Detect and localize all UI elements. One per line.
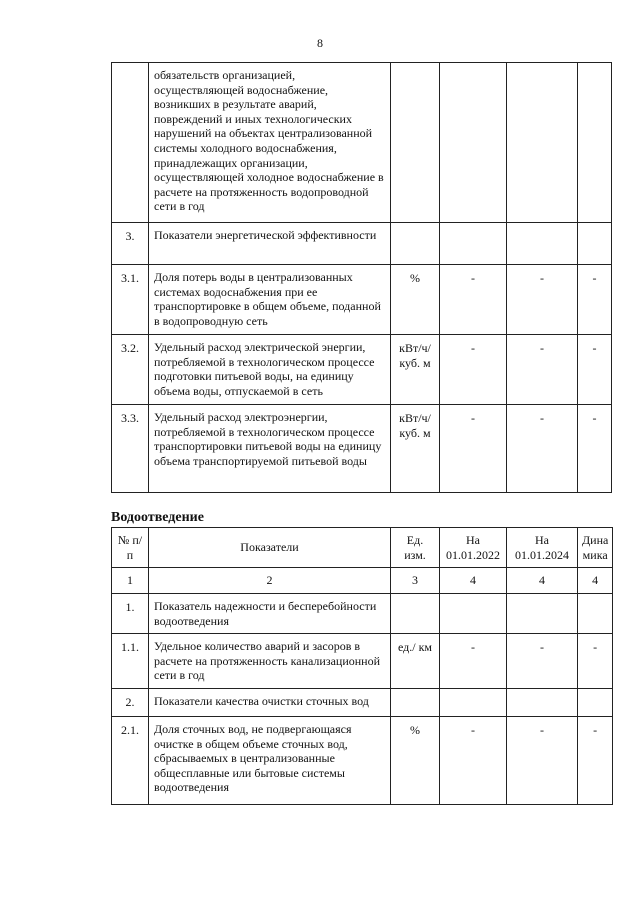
value-2024 bbox=[507, 223, 578, 265]
value-dynamics bbox=[578, 594, 613, 634]
indicator-name: Показатель надежности и бесперебойности водоотведения bbox=[149, 594, 391, 634]
indicator-name: Удельный расход электрической энергии, потребляемой в технологическом процессе подготовки питьевой воды, на единицу объема воды, отпускаемой в сеть bbox=[149, 335, 391, 405]
indicator-name: Доля сточных вод, не подвергающаяся очистке в общем объеме сточных вод, сбрасываемых в централизованные общесплавные или бытовые системы водоотведения bbox=[149, 717, 391, 805]
value-dynamics bbox=[578, 223, 612, 265]
indicators-table-wastewater bbox=[111, 527, 613, 805]
indicator-name: Удельный расход электроэнергии, потребляемой в технологическом процессе транспортировки питьевой воды на единицу объема транспортируемой питьевой воды bbox=[149, 405, 391, 493]
value-2022: - bbox=[440, 405, 507, 493]
unit-cell: % bbox=[391, 717, 440, 805]
table-header-row bbox=[112, 528, 613, 568]
row-number: 3.2. bbox=[112, 335, 149, 405]
value-2024 bbox=[507, 63, 578, 223]
value-2024: - bbox=[507, 405, 578, 493]
indicator-name: Показатели качества очистки сточных вод bbox=[149, 689, 391, 717]
value-2022 bbox=[440, 594, 507, 634]
section-title: Водоотведение bbox=[111, 510, 204, 525]
value-dynamics: - bbox=[578, 265, 612, 335]
column-index: 1 bbox=[112, 568, 149, 594]
table-row bbox=[112, 689, 613, 717]
indicator-name: Показатели энергетической эффективности bbox=[149, 223, 391, 265]
value-2022: - bbox=[440, 717, 507, 805]
unit-cell: кВт/ч/ куб. м bbox=[391, 405, 440, 493]
value-2024 bbox=[507, 594, 578, 634]
column-index: 4 bbox=[507, 568, 578, 594]
value-dynamics: - bbox=[578, 634, 613, 689]
column-index: 3 bbox=[391, 568, 440, 594]
page-number: 8 bbox=[317, 36, 323, 50]
unit-cell: ед./ км bbox=[391, 634, 440, 689]
row-number: 3.1. bbox=[112, 265, 149, 335]
table-row bbox=[112, 265, 612, 335]
row-number bbox=[112, 63, 149, 223]
value-2022: - bbox=[440, 634, 507, 689]
row-number: 2. bbox=[112, 689, 149, 717]
unit-cell: кВт/ч/ куб. м bbox=[391, 335, 440, 405]
row-number: 3.3. bbox=[112, 405, 149, 493]
value-2022 bbox=[440, 689, 507, 717]
value-2022: - bbox=[440, 265, 507, 335]
header-dynamics: Дина мика bbox=[578, 528, 613, 568]
table-row bbox=[112, 223, 612, 265]
value-2022 bbox=[440, 63, 507, 223]
value-2024 bbox=[507, 689, 578, 717]
table-row bbox=[112, 717, 613, 805]
header-number: № п/п bbox=[112, 528, 149, 568]
unit-cell bbox=[391, 63, 440, 223]
value-2022: - bbox=[440, 335, 507, 405]
value-dynamics bbox=[578, 63, 612, 223]
row-number: 1.1. bbox=[112, 634, 149, 689]
row-number: 1. bbox=[112, 594, 149, 634]
header-2024: На 01.01.2024 bbox=[507, 528, 578, 568]
table-row bbox=[112, 63, 612, 223]
unit-cell: % bbox=[391, 265, 440, 335]
indicators-table-water-supply bbox=[111, 62, 612, 493]
value-dynamics: - bbox=[578, 405, 612, 493]
column-index: 4 bbox=[440, 568, 507, 594]
value-2024: - bbox=[507, 634, 578, 689]
row-number: 3. bbox=[112, 223, 149, 265]
table-row bbox=[112, 634, 613, 689]
value-dynamics bbox=[578, 689, 613, 717]
column-index: 4 bbox=[578, 568, 613, 594]
indicator-name: обязательств организацией, осуществляющей водоснабжение, возникших в результате аварий, повреждений и иных технологических нарушений на объектах централизованной системы холодного водоснабжения, принадлежащих организации, осуществляющей холодное водоснабжение в расчете на протяженность водопроводной сети в год bbox=[149, 63, 391, 223]
row-number: 2.1. bbox=[112, 717, 149, 805]
unit-cell bbox=[391, 689, 440, 717]
value-dynamics: - bbox=[578, 335, 612, 405]
value-2022 bbox=[440, 223, 507, 265]
value-2024: - bbox=[507, 335, 578, 405]
column-index-row bbox=[112, 568, 613, 594]
value-2024: - bbox=[507, 265, 578, 335]
header-indicators: Показатели bbox=[149, 528, 391, 568]
indicator-name: Доля потерь воды в централизованных системах водоснабжения при ее транспортировке в общем объеме, поданной в водопроводную сеть bbox=[149, 265, 391, 335]
column-index: 2 bbox=[149, 568, 391, 594]
header-unit: Ед. изм. bbox=[391, 528, 440, 568]
header-2022: На 01.01.2022 bbox=[440, 528, 507, 568]
value-dynamics: - bbox=[578, 717, 613, 805]
table-row bbox=[112, 335, 612, 405]
table-row bbox=[112, 405, 612, 493]
indicator-name: Удельное количество аварий и засоров в расчете на протяженность канализационной сети в год bbox=[149, 634, 391, 689]
table-row bbox=[112, 594, 613, 634]
unit-cell bbox=[391, 594, 440, 634]
unit-cell bbox=[391, 223, 440, 265]
value-2024: - bbox=[507, 717, 578, 805]
